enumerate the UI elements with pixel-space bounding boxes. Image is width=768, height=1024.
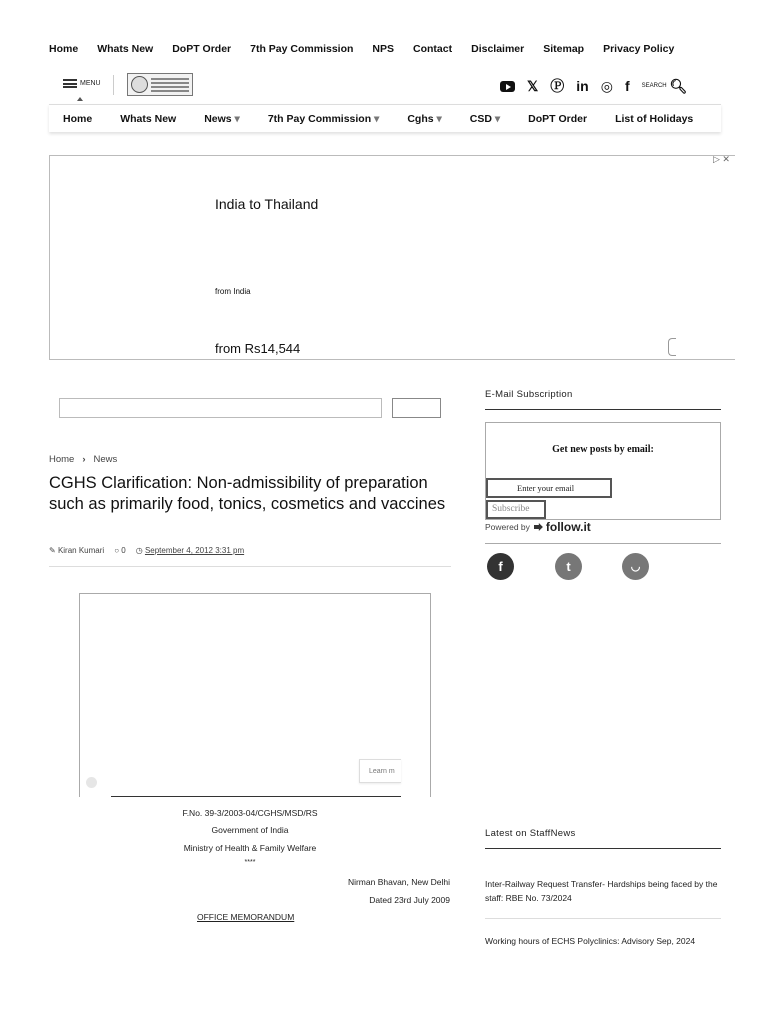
- main-nav-7th-pay[interactable]: 7th Pay Commission ▾: [268, 113, 379, 125]
- main-nav-csd[interactable]: CSD ▾: [470, 113, 500, 125]
- video-progress-bar[interactable]: [111, 796, 401, 797]
- header-divider: [113, 75, 114, 95]
- top-nav-disclaimer[interactable]: Disclaimer: [471, 43, 525, 55]
- top-nav-home[interactable]: Home: [49, 43, 79, 55]
- search-button[interactable]: [392, 398, 441, 418]
- place-line: Nirman Bhavan, New Delhi: [347, 877, 450, 887]
- search-label[interactable]: SEARCH: [641, 83, 667, 89]
- top-nav-sitemap[interactable]: Sitemap: [543, 43, 585, 55]
- heading-underline: [485, 409, 721, 410]
- chevron-right-icon: ›: [82, 454, 86, 465]
- learn-more-button[interactable]: Learn m: [359, 759, 401, 783]
- main-nav-cghs[interactable]: Cghs ▾: [407, 113, 441, 125]
- search-input[interactable]: [59, 398, 382, 418]
- divider: [485, 918, 721, 919]
- ad-choices-icon[interactable]: ▷ ✕: [713, 154, 730, 164]
- comment-icon: ○: [114, 546, 120, 555]
- top-nav-whats-new[interactable]: Whats New: [97, 43, 154, 55]
- author[interactable]: ✎ Kiran Kumari: [49, 546, 105, 555]
- ad-title[interactable]: India to Thailand: [215, 196, 319, 212]
- office-memorandum-heading: OFFICE MEMORANDUM: [197, 912, 295, 922]
- breadcrumb-news[interactable]: News: [93, 454, 118, 465]
- search-icon[interactable]: 🔍︎: [669, 77, 688, 94]
- comments-count[interactable]: ○ 0: [114, 546, 126, 555]
- top-nav: [49, 43, 693, 55]
- advertisement[interactable]: [49, 155, 735, 360]
- social-bar: [500, 76, 687, 96]
- dated-line: Dated 23rd July 2009: [369, 895, 450, 905]
- facebook-icon[interactable]: f: [487, 553, 514, 580]
- email-field[interactable]: Enter your email: [486, 478, 612, 498]
- main-nav-whats-new[interactable]: Whats New: [120, 112, 177, 125]
- emblem-icon: [131, 76, 148, 93]
- separator-stars: ****: [244, 859, 256, 866]
- powered-by[interactable]: Powered by follow.it: [485, 520, 591, 534]
- youtube-icon[interactable]: [500, 81, 515, 92]
- facebook-icon[interactable]: f: [624, 78, 630, 94]
- linkedin-icon[interactable]: in: [576, 78, 589, 94]
- main-nav: [49, 104, 721, 132]
- menu-button[interactable]: [63, 79, 101, 88]
- instagram-icon[interactable]: ◎: [600, 77, 613, 94]
- subscribe-button[interactable]: Subscribe: [486, 500, 546, 519]
- ad-price[interactable]: from Rs14,544: [215, 341, 301, 356]
- twitter-icon[interactable]: 𝕏: [527, 77, 539, 94]
- get-posts-title: Get new posts by email:: [552, 444, 654, 455]
- main-nav-dopt-order[interactable]: DoPT Order: [528, 112, 588, 125]
- government-line: Government of India: [211, 825, 289, 835]
- file-number: F.No. 39-3/2003-04/CGHS/MSD/RS: [182, 808, 318, 818]
- breadcrumb-home[interactable]: Home: [49, 454, 75, 465]
- video-player-icon: [86, 777, 97, 788]
- main-nav-holidays[interactable]: List of Holidays: [615, 112, 694, 125]
- caret-up-icon: [77, 97, 83, 101]
- hamburger-icon: [63, 79, 77, 88]
- divider: [49, 566, 451, 567]
- subscription-heading: E-Mail Subscription: [485, 389, 573, 400]
- top-nav-contact[interactable]: Contact: [413, 43, 453, 55]
- article-title: CGHS Clarification: Non-admissibility of preparation such as primarily food, tonics, cosmetics and vaccines: [49, 474, 446, 513]
- top-nav-privacy[interactable]: Privacy Policy: [603, 43, 675, 55]
- top-nav-7th-pay[interactable]: 7th Pay Commission: [250, 43, 354, 55]
- top-nav-nps[interactable]: NPS: [372, 43, 395, 55]
- twitter-icon[interactable]: t: [555, 553, 582, 580]
- ministry-line: Ministry of Health & Family Welfare: [183, 843, 317, 853]
- main-nav-news[interactable]: News ▾: [204, 113, 240, 125]
- clock-icon: ◷: [135, 546, 143, 555]
- site-logo[interactable]: [127, 73, 193, 96]
- breadcrumb: [49, 454, 117, 465]
- top-nav-dopt-order[interactable]: DoPT Order: [172, 43, 232, 55]
- article-meta: [49, 546, 244, 555]
- ad-subtitle: from India: [215, 287, 251, 296]
- latest-item[interactable]: Working hours of ECHS Polyclinics: Advisory Sep, 2024: [485, 936, 696, 946]
- main-nav-home[interactable]: Home: [63, 112, 93, 125]
- pinterest-icon[interactable]: Ⓟ: [550, 78, 565, 94]
- post-date[interactable]: ◷ September 4, 2012 3:31 pm: [135, 546, 245, 555]
- latest-item[interactable]: Inter-Railway Request Transfer- Hardships being faced by the staff: RBE No. 73/2024: [485, 879, 718, 903]
- menu-label: MENU: [80, 80, 101, 87]
- ad-nav-icon[interactable]: [668, 338, 676, 356]
- latest-heading: Latest on StaffNews: [485, 828, 576, 839]
- edit-icon: ✎: [49, 546, 56, 555]
- heading-underline: [485, 848, 721, 849]
- follow-it-brand: follow.it: [545, 520, 591, 534]
- follow-arrow-icon: [534, 523, 543, 531]
- rss-icon[interactable]: ◡: [622, 553, 649, 580]
- divider: [485, 543, 721, 544]
